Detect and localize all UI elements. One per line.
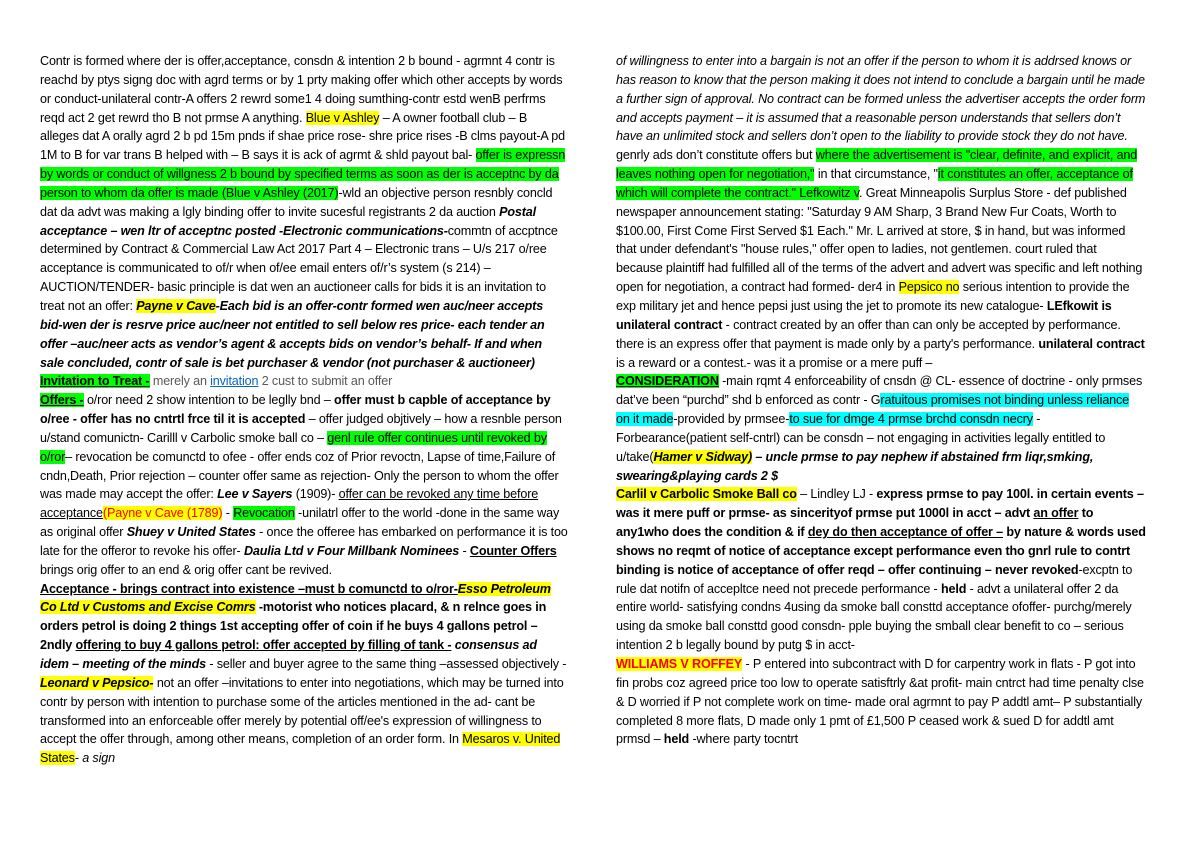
text-express: express prmse to pay 100l. in certain events – was it mere puff or prmse- as sincerityof prmse put 1000l in acct – advt [616, 487, 1144, 521]
text-mesaros-dash: - [74, 751, 83, 766]
highlight-constitutes-offer: it constitutes an offer, acceptance of which will complete the contract." Lefkowitz v [616, 167, 1133, 200]
paragraph-mesaros-cont [616, 52, 1146, 372]
text-to-any: to any1who does the condition & if [616, 506, 1094, 540]
text-unilateral-def: - contract created by an offer than can only be accepted by performance. there is an express offer that payment is made only by a party's performance. [616, 317, 1121, 351]
paragraph-carlill [616, 485, 1146, 655]
text-forbearance: - Forbearance(patient self-cntrl) can be consdn – not engaging in activities legally entitled to u/take( [616, 412, 1106, 464]
text-lee-year: (1909)- [292, 487, 339, 502]
paragraph-formation [40, 52, 568, 372]
case-blue-v-ashley: Blue v Ashley [305, 110, 380, 125]
highlight-general-rule: genl rule offer continues until revoked by o/ror [40, 430, 547, 464]
text-exception: -excptn to rule dat notifn of accepltce need not precede performance - [616, 562, 1133, 596]
highlight-sue: to sue for dmge 4 prmse brchd consdn necry [789, 412, 1033, 427]
text-unilateral: -unilatrl offer to the world -done in the same way as original offer [40, 506, 560, 540]
text-dash-1: - [222, 506, 234, 521]
text-consensus: consensus ad idem – meeting of the minds [40, 638, 537, 671]
text-genrly: genrly ads don’t constitute offers but [616, 148, 816, 163]
heading-invitation-to-treat: Invitation to Treat - [40, 374, 150, 389]
text-daulia-dash: - [459, 543, 470, 558]
text-offer-obj: – offer judged objtively – how a resnble person u/stand comunictn- Carilll v Carbolic smoke ball co – [40, 412, 562, 445]
heading-acceptance: Acceptance - brings contract into existence –must b comunctd to o/ror- [40, 581, 458, 596]
highlight-lefkowitz-rule: where the advertisement is "clear, definite, and explicit, and leaves nothing open for negotiation," [616, 148, 1138, 182]
text-blue-facts: – A owner football club – B alleges dat A orally agrd 2 b pd 15m pnds if shae price rose- shre price rises -B clms payout-A pd 1M to B for var trans B helped with – B says it is ack of agrmt & shld payout bal- [40, 110, 566, 163]
text-pepsico: serious intention to provide the exp military jet and hence pepsi just using the jet to promote its new catalogue- [616, 280, 1130, 313]
text-lefkowit-unilateral: LEfkowit is unilateral contract [616, 298, 1112, 332]
text-seller-buyer: - seller and buyer agree to the same thing –assessed objectively - [206, 657, 567, 671]
text-payne-rule: -Each bid is an offer-contr formed wen auc/neer accepts bid-wen der is resrve price auc/neer not entitled to sell below res price- each tender an offer –auc/neer acts as vendor’s agent & accepts bids on vendor’s behalf- If and when sale concluded, contr of sale is bet purchaser & vendor (not purchaser & auctioneer) [40, 298, 545, 370]
paragraph-invitation-to-treat [40, 372, 568, 391]
text-counter: brings orig offer to an end & orig offer cant be revived. [40, 562, 333, 577]
label-held-2: held [663, 732, 690, 747]
case-payne-1789: (Payne v Cave (1789) [102, 506, 223, 521]
text-held-2: -where party tocntrt [689, 732, 798, 747]
heading-offers: Offers - [40, 393, 84, 408]
case-payne-v-cave: Payne v Cave [136, 298, 216, 313]
case-williams-v-roffey: WILLIAMS V ROFFEY [616, 657, 743, 671]
text-esso: -motorist who notices placard, & n relnce goes in orders petrol is doing 2 things 1st accepting offer of coin if he buys 4 gallons petrol – 2ndly [40, 600, 547, 653]
text-mesaros-quote: of willingness to enter into a bargain is not an offer if the person to whom it is addrsed knows or has reason to know that the person making it does not intend to conclude a bargain until he made a further sign of approval. No contract can be formed unless the advertiser accepts the order form and accepts payment – it is assumed that a reasonable person understands that sellers don’t have an unlimited stock and sellers don’t open to the liability to provide stock they do not have. [616, 54, 1146, 144]
text-blue-cont: -wld an objective person resnbly concld dat da advt was making a lgly binding offer to invite sucesful registrants 2 da auction [40, 185, 553, 219]
paragraph-acceptance [40, 580, 568, 768]
right-column [616, 52, 1146, 749]
text-hamer-rule: – uncle prmse to pay nephew if abstained frm liqr,smking, swearing&playing cards 2 $ [616, 449, 1094, 483]
case-shuey: Shuey v United States [126, 525, 256, 540]
text-an-offer: an offer [1033, 506, 1079, 521]
heading-consideration: CONSIDERATION [616, 374, 719, 389]
text-itt-2: 2 cust to submit an offer [258, 374, 393, 389]
left-column [40, 52, 568, 768]
text-dey-do: dey do then acceptance of offer – [807, 525, 1004, 540]
heading-revocation: Revocation [233, 506, 295, 521]
case-hamer-v-sidway: Hamer v Sidway) [653, 449, 752, 464]
text-a-sign: a sign [82, 751, 115, 766]
paragraph-offers [40, 391, 568, 579]
case-daulia: Daulia Ltd v Four Millbank Nominees [243, 543, 460, 558]
text-leonard: not an offer –invitations to enter into negotiations, which may be turned into contr by person with intention to purchase some of the articles mentioned in the ad- cant be transformed into an enforceable offer merely by potential off/ee's expression of willingness to accept the offer through, among other means, completion of an order form. In [40, 675, 564, 747]
paragraph-williams [616, 655, 1146, 749]
text-unilateral-is: unilateral contract [1038, 336, 1145, 351]
text-offers: o/ror need 2 show intention to be leglly bnd – [83, 393, 335, 408]
text-electronic: commtn of accptnce determined by Contract & Commercial Law Act 2017 Part 4 – Electronic trans – U/s 217 o/ree acceptance is communicated to of/r when of/ee email enters of/r’s system (s 214) – AUCTION/TENDER- basic principle is dat wen an auctioneer calls for bids it is an invitation to treat not an offer: [40, 223, 558, 313]
text-in-that: in that circumstance, " [814, 167, 938, 182]
text-consideration: -main rqmt 4 enforceability of cnsdn @ CL- essence of doctrine - only prmses dat’ve been “purchd” shd b enforced as contr - G [616, 374, 1143, 408]
paragraph-consideration [616, 372, 1146, 485]
highlight-offer-definition: offer is expressn by words or conduct of willgness 2 b bound by specified terms as soon as der is acceptnc by da person to whom da offer is made (Blue v Ashley (2017) [40, 148, 566, 200]
text-shuey: - once the offeree has embarked on performance it is too late for the offeror to revoke his offer- [40, 525, 568, 558]
case-lee-v-sayers: Lee v Sayers [217, 487, 293, 502]
text-postal-rule: – wen ltr of acceptnc posted -Electronic communications- [107, 223, 448, 238]
text-held-1: - advt a unilateral offer 2 da entire world- satisfying condns 4using da smoke ball consttd acceptance ofoffer- purchg/merely using da smoke ball consttd good consdn- pple buying the smball clear benefit to co – serious intention 2 b legally bound by putg $ in acct- [616, 581, 1132, 653]
case-leonard-v-pepsico: Leonard v Pepsico- [40, 675, 154, 690]
case-esso: Esso Petroleum Co Ltd v Customs and Excise Comrs [40, 581, 551, 615]
text-esso-offering: offering to buy 4 gallons petrol: offer accepted by filling of tank - [75, 638, 452, 653]
heading-counter-offers: Counter Offers [469, 543, 557, 558]
text-by-nature: by nature & words used shows no reqmt of notice of acceptance except performance even tho gnrl rule to contrt binding is notice of acceptance of offer reqd – offer continuing – never revoked [616, 525, 1146, 577]
heading-postal-acceptance: Postal acceptance [40, 204, 537, 238]
text-williams: - P entered into subcontract with D for carpentry work in flats - P got into fin probs coz agreed price too low to operate satisftrly &at profit- main cntrct had time penalty clse & D worried if P not complete work on time- made oral agrmnt to pay P addtl amt– P substantially completed 8 more flats, D made only 1 pmt of £1,500 P ceased work & sued D for addtl amt prmsd – [616, 657, 1144, 747]
text-itt-1: merely an [149, 374, 211, 389]
text-lee-rule: offer can be revoked any time before acceptance [40, 487, 539, 521]
label-held-1: held [940, 581, 967, 596]
text-lefkowitz-facts: . Great Minneapolis Surplus Store - def published newspaper announcement stating: "Saturday 9 AM Sharp, 3 Brand New Fur Coats, Worth to $100.00, First Come First Served $1 Each." Mr. L arrived at store, $ in hand, but was informed that under defendant's "house rules," offer open to ladies, not gentlemen. court ruled that because plaintiff had fulfilled all of the terms of the advert and advert was specific and left nothing open for negotiation, a contract had formed- der4 in [616, 185, 1143, 295]
highlight-gratuitous: ratuitous promises not binding unless reliance on it made [616, 393, 1130, 427]
case-mesaros: Mesaros v. United States [40, 732, 561, 766]
text-intro: Contr is formed where der is offer,acceptance, consdn & intention 2 b bound - agrmnt 4 contr is reachd by ptys signg doc with agrd terms or by 1 prty making offer which other accepts by words or conduct-unilateral contr-A offers 2 rewrd some1 4 doing sumthing-contr estd wenB perfrms reqd act 2 get rewrd tho B not prmse A anything. [40, 54, 563, 125]
case-pepsico-no: Pepsico no [898, 280, 960, 295]
invitation-link[interactable]: invitation [210, 374, 259, 389]
text-revocation: – revocation be comunctd to ofee - offer ends coz of Prior revoctn, Lapse of time,Failure of cndn,Death, Prior rejection – counter offer same as rejection- Only the person to whom the offer was made may accept the offer: [40, 449, 559, 502]
text-offer-capable: offer must b capble of acceptance by o/ree - offer has no cntrtl frce til it is accepted [40, 393, 551, 427]
text-provided: -provided by prmsee- [673, 412, 790, 427]
text-reward: is a reward or a contest.- was it a promise or a mere puff – [616, 355, 933, 370]
text-lindley: – Lindley LJ - [796, 487, 877, 502]
case-carlill: Carlil v Carbolic Smoke Ball co [616, 487, 797, 502]
